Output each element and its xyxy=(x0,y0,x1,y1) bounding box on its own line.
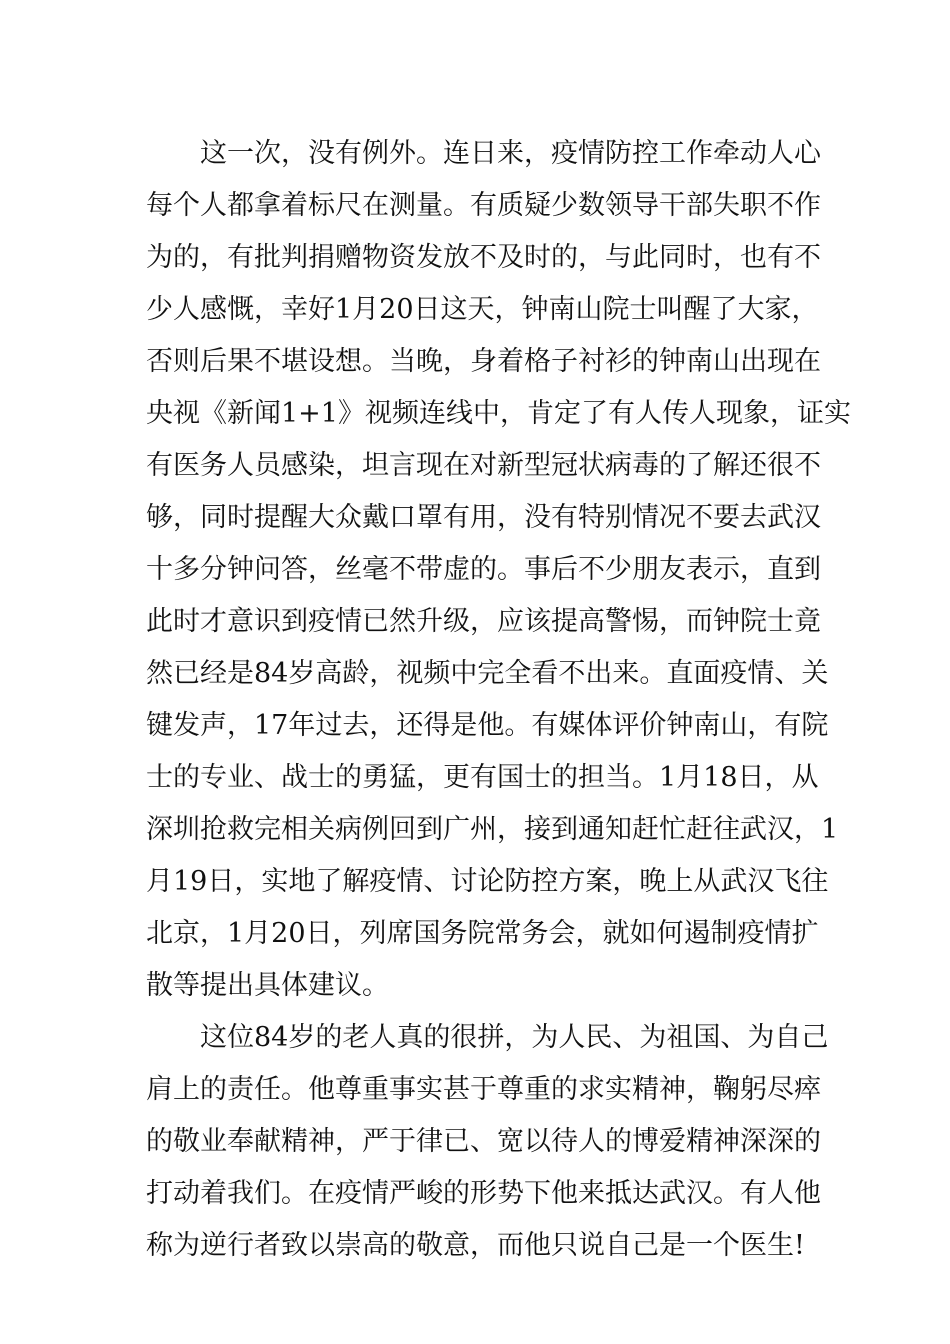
paragraph-1 xyxy=(146,128,851,1012)
paragraph-line: 此时才意识到疫情已然升级，应该提高警惕，而钟院士竟 xyxy=(146,606,821,637)
paragraph-line: 北京，1月20日，列席国务院常务会，就如何遏制疫情扩 xyxy=(146,918,819,949)
paragraph-2 xyxy=(146,1012,829,1272)
paragraph-line: 士的专业、战士的勇猛，更有国士的担当。1月18日，从 xyxy=(146,762,819,793)
paragraph-line: 散等提出具体建议。 xyxy=(146,970,389,1001)
paragraph-line: 十多分钟问答，丝毫不带虚的。事后不少朋友表示，直到 xyxy=(146,554,821,585)
paragraph-line: 央视《新闻1+1》视频连线中，肯定了有人传人现象，证实 xyxy=(146,398,851,429)
paragraph-line: 少人感慨，幸好1月20日这天，钟南山院士叫醒了大家， xyxy=(146,294,819,325)
paragraph-line: 月19日，实地了解疫情、讨论防控方案，晚上从武汉飞往 xyxy=(146,866,829,897)
paragraph-line: 的敬业奉献精神，严于律已、宽以待人的博爱精神深深的 xyxy=(146,1126,821,1157)
paragraph-line: 肩上的责任。他尊重事实甚于尊重的求实精神，鞠躬尽瘁 xyxy=(146,1074,821,1105)
paragraph-line: 每个人都拿着标尺在测量。有质疑少数领导干部失职不作 xyxy=(146,190,821,221)
paragraph-line: 深圳抢救完相关病例回到广州，接到通知赶忙赶往武汉，1 xyxy=(146,814,839,845)
paragraph-line: 为的，有批判捐赠物资发放不及时的，与此同时，也有不 xyxy=(146,242,821,273)
document-body xyxy=(146,128,851,1272)
paragraph-line: 这一次，没有例外。连日来，疫情防控工作牵动人心 xyxy=(200,138,821,169)
paragraph-line: 有医务人员感染，坦言现在对新型冠状病毒的了解还很不 xyxy=(146,450,821,481)
paragraph-line: 这位84岁的老人真的很拼，为人民、为祖国、为自己 xyxy=(200,1022,829,1053)
paragraph-line: 键发声，17年过去，还得是他。有媒体评价钟南山，有院 xyxy=(146,710,829,741)
paragraph-line: 然已经是84岁高龄，视频中完全看不出来。直面疫情、关 xyxy=(146,658,829,689)
paragraph-line: 打动着我们。在疫情严峻的形势下他来抵达武汉。有人他 xyxy=(146,1178,821,1209)
paragraph-line: 够，同时提醒大众戴口罩有用，没有特别情况不要去武汉 xyxy=(146,502,821,533)
paragraph-line: 否则后果不堪设想。当晚，身着格子衬衫的钟南山出现在 xyxy=(146,346,821,377)
paragraph-line: 称为逆行者致以崇高的敬意，而他只说自己是一个医生! xyxy=(146,1230,805,1261)
